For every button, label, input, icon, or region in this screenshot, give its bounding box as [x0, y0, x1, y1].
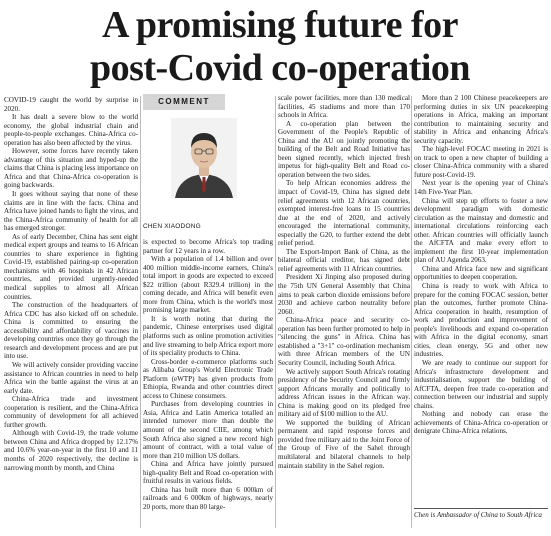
- paragraph: is expected to become Africa's top trading partner for 12 years in a row.: [143, 238, 273, 255]
- byline: CHEN XIAODONG: [143, 223, 201, 230]
- column-divider: [140, 96, 141, 528]
- article-column-3: [278, 94, 410, 470]
- column-divider: [275, 96, 276, 528]
- paragraph: China has built more than 6 000km of railroads and 6 000km of highways, nearly 20 ports, more than 80 large-: [143, 485, 273, 511]
- paragraph: We supported the building of African permanent and rapid response forces and provided free military aid to the Joint Force of the Group of Five of the Sahel through multilateral and bilateral channels to help maintain stability in the Sahel region.: [278, 418, 410, 470]
- author-photo: [171, 118, 237, 198]
- paragraph: COVID-19 caught the world by surprise in 2020.: [4, 96, 138, 113]
- paragraph: Next year is the opening year of China's 14th Five-Year Plan.: [414, 179, 548, 197]
- paragraph: Cross-border e-commerce platforms such as Alibaba Group's World Electronic Trade Platform (eWTP) has given products from Ethiopia, Rwanda and other countries direct access to Chinese consumers.: [143, 357, 273, 400]
- article-column-4: [414, 94, 548, 436]
- headline-line-2: post-Covid co-operation: [89, 47, 471, 89]
- paragraph: With a population of 1.4 billion and over 400 million middle-income earners, China's total import in goods are expected to exceed $22 trillion (about R329.4 trillion) in the coming decade, and Africa will benefit even more from China, which is the world's most promising large market.: [143, 255, 273, 315]
- column-divider: [411, 96, 412, 528]
- paragraph: We are ready to continue our support for Africa's infrastructure development and industrialisation, support the building of AfCFTA, deepen free trade co-operation and connection between our industrial and supply chains.: [414, 358, 548, 410]
- paragraph: More than 2 100 Chinese peacekeepers are performing duties in six UN peacekeeping operations in Africa, making an important contribution to maintaining security and stability in Africa and enhancing Africa's security capacity.: [414, 94, 548, 145]
- paragraph: China-Africa trade and investment cooperation is resilient, and the China-Africa community of development for all achieved further growth.: [4, 395, 138, 429]
- comment-label: COMMENT: [143, 94, 225, 110]
- paragraph: China-Africa peace and security co-operation has been further promoted to help in "silencing the guns" in Africa. China has established a "3+1" co-ordination mechanism with three African members of the UN Security Council, including South Africa.: [278, 316, 410, 367]
- paragraph: We actively support South Africa's rotating presidency of the Security Council and firmly support Africans morally and politically to address African issues in the African way. China is making good on its pledged free military aid of $100 million to the AU.: [278, 367, 410, 419]
- paragraph: As of early December, China has sent eight medical expert groups and teams to 16 African countries to share experience in fighting Covid-19, established pairing-up co-operation mechanisms with 46 hospitals in 42 African countries, and provided urgently-needed medical supplies to almost all African countries.: [4, 232, 138, 301]
- paragraph: It has dealt a severe blow to the world economy, the global industrial chain and people-to-people exchanges. China-Africa co-operation has also been affected by the virus.: [4, 113, 138, 147]
- paragraph: China and Africa face new and significant opportunities to deepen cooperation.: [414, 264, 548, 282]
- paragraph: Purchases from developing countries in Asia, Africa and Latin America totalled an intended turnover more than double the amount of the second CIIE, among which South Africa also signed a new record high amount of contract, with a total value of more than 210 million US dollars.: [143, 400, 273, 460]
- headline: [30, 4, 530, 90]
- author-note: Chen is Ambassador of China to South Africa: [414, 511, 542, 519]
- comment-box: [143, 94, 273, 232]
- paragraph: The Export-Import Bank of China, as the bilateral official creditor, has signed debt relief agreements with 11 African countries.: [278, 247, 410, 273]
- paragraph: China and Africa have jointly pursued high-quality Belt and Road co-operation with fruitful results in various fields.: [143, 460, 273, 486]
- author-note-divider: [414, 508, 548, 509]
- paragraph: A co-operation plan between the Government of the People's Republic of China and the AU on jointly promoting the building of the Belt and Road Initiative has been signed recently, which injected fresh impetus for high-quality Belt and Road co-operation between the two sides.: [278, 119, 410, 179]
- paragraph: The construction of the headquarters of Africa CDC has also kicked off on schedule. China is committed to ensuring the accessibility and affordability of vaccines in developing countries once they go through the research and development process and are put into use.: [4, 301, 138, 361]
- paragraph: China will step up efforts to foster a new development paradigm with domestic circulation as the mainstay and domestic and international circulations reinforcing each other. African countries will officially launch the AfCFTA and make every effort to implement the first 10-year implementation plan of AU Agenda 2063.: [414, 196, 548, 265]
- paragraph: To help African economies address the impact of Covid-19, China has signed debt relief agreements with 12 African countries, exempted interest-free loans to 15 countries due at the end of 2020, and actively encouraged the international community, especially the G20, to further extend the debt relief period.: [278, 179, 410, 248]
- paragraph: We will actively consider providing vaccine assistance to African countries in need to help Africa win the battle against the virus at an early date.: [4, 360, 138, 395]
- paragraph: Although with Covid-19, the trade volume between China and Africa dropped by 12.17% and 10.6% year-on-year in the first 10 and 11 months of 2020 respectively, the decline is narrowing month by month, and China: [4, 429, 138, 472]
- paragraph: It is worth noting that during the pandemic, Chinese enterprises used digital platforms such as online promotion activities and live streaming to help Africa export more of its speciality products to China.: [143, 314, 273, 358]
- article-column-2: [143, 238, 273, 512]
- paragraph: However, some forces have recently taken advantage of this situation and hyped-up the claims that China is placing less importance on Africa and that China-Africa co-operation is going backwards.: [4, 147, 138, 190]
- paragraph: China is ready to work with Africa to prepare for the coming FOCAC session, better plan the outcomes, further promote China-Africa cooperation in health, resumption of work and production and improvement of people's livelihoods and expand co-operation with Africa in the digital economy, smart cities, clean energy, 5G and other new industries.: [414, 282, 548, 359]
- paragraph: Nothing and nobody can erase the achievements of China-Africa co-operation or denigrate China-Africa relations.: [414, 410, 548, 436]
- paragraph: scale power facilities, more than 130 medical facilities, 45 stadiums and more than 170 schools in Africa.: [278, 94, 410, 120]
- article-column-1: [4, 96, 138, 472]
- paragraph: President Xi Jinping also proposed during the 75th UN General Assembly that China aims to peak carbon dioxide emissions before 2030 and achieve carbon neutrality before 2060.: [278, 273, 410, 316]
- headline-line-1: A promising future for: [102, 4, 458, 46]
- paragraph: The high-level FOCAC meeting in 2021 is on track to open a new chapter of building a closer China-Africa community with a shared future post-Covid-19.: [414, 145, 548, 179]
- paragraph: It goes without saying that none of these claims are in line with the facts. China and Africa have joined hands to fight the virus, and the China-Africa community of health for all has emerged stronger.: [4, 190, 138, 233]
